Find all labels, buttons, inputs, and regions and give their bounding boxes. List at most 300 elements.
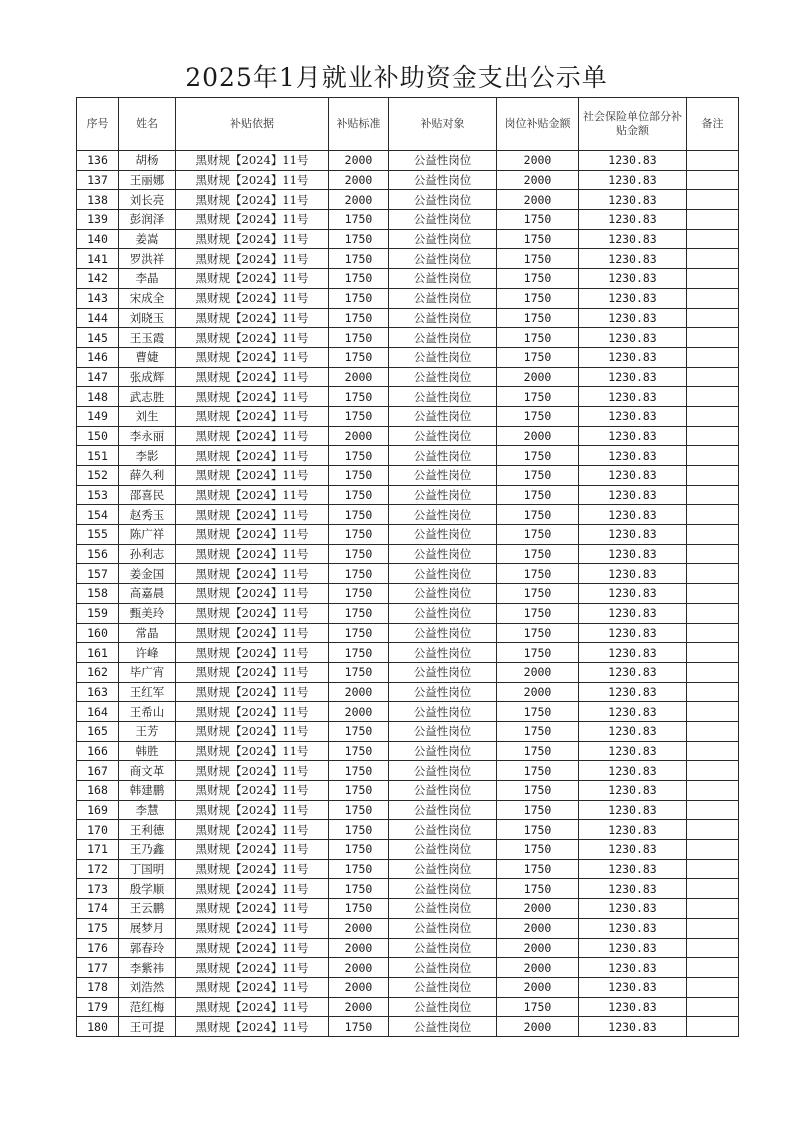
cell-serial-number: 155 <box>77 525 119 545</box>
cell-subsidy-target: 公益性岗位 <box>389 879 497 899</box>
cell-name: 王利德 <box>119 820 176 840</box>
cell-insurance-subsidy-amount: 1230.83 <box>579 485 687 505</box>
cell-name: 武志胜 <box>119 387 176 407</box>
cell-remarks <box>687 584 739 604</box>
cell-subsidy-standard: 1750 <box>329 210 389 230</box>
cell-post-subsidy-amount: 1750 <box>497 702 579 722</box>
cell-subsidy-basis: 黑财规【2024】11号 <box>176 958 329 978</box>
cell-subsidy-target: 公益性岗位 <box>389 446 497 466</box>
cell-remarks <box>687 741 739 761</box>
cell-subsidy-target: 公益性岗位 <box>389 190 497 210</box>
cell-serial-number: 138 <box>77 190 119 210</box>
cell-subsidy-basis: 黑财规【2024】11号 <box>176 367 329 387</box>
cell-remarks <box>687 505 739 525</box>
cell-subsidy-standard: 2000 <box>329 426 389 446</box>
cell-remarks <box>687 603 739 623</box>
cell-name: 王希山 <box>119 702 176 722</box>
cell-insurance-subsidy-amount: 1230.83 <box>579 210 687 230</box>
cell-remarks <box>687 702 739 722</box>
cell-insurance-subsidy-amount: 1230.83 <box>579 997 687 1017</box>
cell-post-subsidy-amount: 1750 <box>497 485 579 505</box>
table-row <box>77 249 739 269</box>
table-row <box>77 347 739 367</box>
cell-post-subsidy-amount: 2000 <box>497 1017 579 1037</box>
cell-post-subsidy-amount: 1750 <box>497 800 579 820</box>
cell-subsidy-target: 公益性岗位 <box>389 721 497 741</box>
cell-subsidy-target: 公益性岗位 <box>389 741 497 761</box>
document-title: 2025年1月就业补助资金支出公示单 <box>185 63 608 92</box>
cell-subsidy-standard: 1750 <box>329 800 389 820</box>
table-row <box>77 1017 739 1037</box>
cell-name: 王乃鑫 <box>119 840 176 860</box>
cell-insurance-subsidy-amount: 1230.83 <box>579 1017 687 1037</box>
cell-subsidy-standard: 2000 <box>329 702 389 722</box>
cell-insurance-subsidy-amount: 1230.83 <box>579 958 687 978</box>
table-row <box>77 190 739 210</box>
cell-insurance-subsidy-amount: 1230.83 <box>579 800 687 820</box>
cell-subsidy-standard: 1750 <box>329 721 389 741</box>
cell-post-subsidy-amount: 1750 <box>497 820 579 840</box>
cell-subsidy-standard: 1750 <box>329 466 389 486</box>
cell-remarks <box>687 662 739 682</box>
cell-remarks <box>687 190 739 210</box>
cell-subsidy-basis: 黑财规【2024】11号 <box>176 387 329 407</box>
cell-serial-number: 180 <box>77 1017 119 1037</box>
cell-subsidy-standard: 1750 <box>329 840 389 860</box>
cell-serial-number: 145 <box>77 328 119 348</box>
cell-name: 姜金国 <box>119 564 176 584</box>
cell-serial-number: 165 <box>77 721 119 741</box>
cell-post-subsidy-amount: 2000 <box>497 367 579 387</box>
cell-subsidy-standard: 1750 <box>329 603 389 623</box>
cell-subsidy-standard: 1750 <box>329 387 389 407</box>
cell-insurance-subsidy-amount: 1230.83 <box>579 682 687 702</box>
cell-serial-number: 174 <box>77 899 119 919</box>
cell-serial-number: 162 <box>77 662 119 682</box>
cell-subsidy-target: 公益性岗位 <box>389 269 497 289</box>
table-row <box>77 210 739 230</box>
cell-serial-number: 136 <box>77 151 119 171</box>
cell-subsidy-basis: 黑财规【2024】11号 <box>176 662 329 682</box>
cell-name: 赵秀玉 <box>119 505 176 525</box>
cell-post-subsidy-amount: 1750 <box>497 210 579 230</box>
cell-name: 罗洪祥 <box>119 249 176 269</box>
table-row <box>77 721 739 741</box>
cell-subsidy-basis: 黑财规【2024】11号 <box>176 643 329 663</box>
table-row <box>77 682 739 702</box>
cell-subsidy-target: 公益性岗位 <box>389 662 497 682</box>
cell-remarks <box>687 938 739 958</box>
cell-serial-number: 150 <box>77 426 119 446</box>
cell-remarks <box>687 387 739 407</box>
cell-insurance-subsidy-amount: 1230.83 <box>579 406 687 426</box>
cell-subsidy-basis: 黑财规【2024】11号 <box>176 800 329 820</box>
cell-subsidy-standard: 1750 <box>329 525 389 545</box>
cell-post-subsidy-amount: 1750 <box>497 466 579 486</box>
cell-subsidy-standard: 1750 <box>329 406 389 426</box>
cell-serial-number: 166 <box>77 741 119 761</box>
cell-subsidy-target: 公益性岗位 <box>389 820 497 840</box>
cell-subsidy-basis: 黑财规【2024】11号 <box>176 820 329 840</box>
cell-subsidy-standard: 1750 <box>329 269 389 289</box>
cell-post-subsidy-amount: 1750 <box>497 761 579 781</box>
cell-serial-number: 168 <box>77 781 119 801</box>
cell-serial-number: 139 <box>77 210 119 230</box>
cell-subsidy-standard: 1750 <box>329 1017 389 1037</box>
cell-subsidy-basis: 黑财规【2024】11号 <box>176 682 329 702</box>
cell-remarks <box>687 623 739 643</box>
cell-insurance-subsidy-amount: 1230.83 <box>579 151 687 171</box>
cell-serial-number: 169 <box>77 800 119 820</box>
cell-subsidy-standard: 2000 <box>329 997 389 1017</box>
cell-post-subsidy-amount: 1750 <box>497 387 579 407</box>
table-row <box>77 328 739 348</box>
cell-subsidy-standard: 1750 <box>329 820 389 840</box>
cell-insurance-subsidy-amount: 1230.83 <box>579 977 687 997</box>
cell-post-subsidy-amount: 1750 <box>497 308 579 328</box>
cell-insurance-subsidy-amount: 1230.83 <box>579 584 687 604</box>
cell-post-subsidy-amount: 1750 <box>497 603 579 623</box>
cell-name: 毕广宵 <box>119 662 176 682</box>
cell-subsidy-basis: 黑财规【2024】11号 <box>176 584 329 604</box>
cell-subsidy-standard: 1750 <box>329 229 389 249</box>
cell-subsidy-standard: 1750 <box>329 781 389 801</box>
cell-subsidy-standard: 1750 <box>329 879 389 899</box>
cell-subsidy-basis: 黑财规【2024】11号 <box>176 190 329 210</box>
cell-post-subsidy-amount: 2000 <box>497 918 579 938</box>
table-row <box>77 387 739 407</box>
cell-subsidy-target: 公益性岗位 <box>389 466 497 486</box>
cell-post-subsidy-amount: 2000 <box>497 170 579 190</box>
cell-name: 王红军 <box>119 682 176 702</box>
cell-remarks <box>687 721 739 741</box>
table-row <box>77 564 739 584</box>
cell-subsidy-target: 公益性岗位 <box>389 603 497 623</box>
table-row <box>77 406 739 426</box>
cell-subsidy-standard: 1750 <box>329 899 389 919</box>
cell-serial-number: 164 <box>77 702 119 722</box>
cell-subsidy-basis: 黑财规【2024】11号 <box>176 485 329 505</box>
table-row <box>77 859 739 879</box>
cell-remarks <box>687 347 739 367</box>
cell-subsidy-basis: 黑财规【2024】11号 <box>176 899 329 919</box>
cell-remarks <box>687 485 739 505</box>
cell-subsidy-target: 公益性岗位 <box>389 702 497 722</box>
header-row <box>77 98 739 151</box>
cell-remarks <box>687 682 739 702</box>
header-serial-number: 序号 <box>77 98 119 151</box>
cell-insurance-subsidy-amount: 1230.83 <box>579 308 687 328</box>
cell-post-subsidy-amount: 2000 <box>497 190 579 210</box>
table-row <box>77 466 739 486</box>
cell-subsidy-basis: 黑财规【2024】11号 <box>176 347 329 367</box>
cell-subsidy-target: 公益性岗位 <box>389 406 497 426</box>
cell-post-subsidy-amount: 2000 <box>497 938 579 958</box>
cell-post-subsidy-amount: 2000 <box>497 977 579 997</box>
cell-subsidy-standard: 2000 <box>329 918 389 938</box>
cell-serial-number: 153 <box>77 485 119 505</box>
cell-subsidy-basis: 黑财规【2024】11号 <box>176 249 329 269</box>
cell-insurance-subsidy-amount: 1230.83 <box>579 603 687 623</box>
cell-serial-number: 175 <box>77 918 119 938</box>
cell-remarks <box>687 918 739 938</box>
cell-subsidy-target: 公益性岗位 <box>389 525 497 545</box>
table-row <box>77 761 739 781</box>
header-subsidy-standard: 补贴标准 <box>329 98 389 151</box>
cell-subsidy-standard: 1750 <box>329 662 389 682</box>
table-row <box>77 820 739 840</box>
cell-subsidy-basis: 黑财规【2024】11号 <box>176 269 329 289</box>
cell-insurance-subsidy-amount: 1230.83 <box>579 564 687 584</box>
cell-remarks <box>687 328 739 348</box>
header-remarks: 备注 <box>687 98 739 151</box>
cell-subsidy-standard: 2000 <box>329 190 389 210</box>
cell-post-subsidy-amount: 1750 <box>497 269 579 289</box>
cell-subsidy-basis: 黑财规【2024】11号 <box>176 859 329 879</box>
cell-subsidy-basis: 黑财规【2024】11号 <box>176 170 329 190</box>
cell-remarks <box>687 544 739 564</box>
cell-name: 韩胜 <box>119 741 176 761</box>
cell-remarks <box>687 840 739 860</box>
cell-insurance-subsidy-amount: 1230.83 <box>579 899 687 919</box>
cell-remarks <box>687 308 739 328</box>
cell-serial-number: 171 <box>77 840 119 860</box>
cell-subsidy-basis: 黑财规【2024】11号 <box>176 741 329 761</box>
cell-subsidy-standard: 1750 <box>329 288 389 308</box>
cell-name: 商文革 <box>119 761 176 781</box>
cell-name: 陈广祥 <box>119 525 176 545</box>
cell-subsidy-target: 公益性岗位 <box>389 623 497 643</box>
cell-subsidy-target: 公益性岗位 <box>389 1017 497 1037</box>
cell-subsidy-target: 公益性岗位 <box>389 288 497 308</box>
cell-name: 刘浩然 <box>119 977 176 997</box>
cell-subsidy-standard: 1750 <box>329 741 389 761</box>
cell-remarks <box>687 1017 739 1037</box>
cell-subsidy-target: 公益性岗位 <box>389 387 497 407</box>
cell-name: 展梦月 <box>119 918 176 938</box>
cell-subsidy-basis: 黑财规【2024】11号 <box>176 544 329 564</box>
cell-subsidy-standard: 1750 <box>329 564 389 584</box>
cell-remarks <box>687 170 739 190</box>
cell-subsidy-basis: 黑财规【2024】11号 <box>176 997 329 1017</box>
table-row <box>77 426 739 446</box>
cell-subsidy-basis: 黑财规【2024】11号 <box>176 505 329 525</box>
cell-subsidy-standard: 2000 <box>329 958 389 978</box>
cell-insurance-subsidy-amount: 1230.83 <box>579 781 687 801</box>
cell-name: 李影 <box>119 446 176 466</box>
subsidy-table <box>76 97 739 1037</box>
cell-post-subsidy-amount: 1750 <box>497 643 579 663</box>
cell-subsidy-standard: 1750 <box>329 249 389 269</box>
cell-name: 甄美玲 <box>119 603 176 623</box>
cell-post-subsidy-amount: 1750 <box>497 879 579 899</box>
cell-subsidy-standard: 2000 <box>329 367 389 387</box>
cell-post-subsidy-amount: 1750 <box>497 623 579 643</box>
cell-insurance-subsidy-amount: 1230.83 <box>579 721 687 741</box>
cell-subsidy-target: 公益性岗位 <box>389 210 497 230</box>
cell-subsidy-target: 公益性岗位 <box>389 229 497 249</box>
cell-serial-number: 173 <box>77 879 119 899</box>
cell-post-subsidy-amount: 2000 <box>497 662 579 682</box>
cell-name: 常晶 <box>119 623 176 643</box>
cell-insurance-subsidy-amount: 1230.83 <box>579 741 687 761</box>
cell-post-subsidy-amount: 1750 <box>497 347 579 367</box>
cell-post-subsidy-amount: 1750 <box>497 288 579 308</box>
cell-insurance-subsidy-amount: 1230.83 <box>579 820 687 840</box>
cell-insurance-subsidy-amount: 1230.83 <box>579 190 687 210</box>
cell-name: 宋成全 <box>119 288 176 308</box>
cell-subsidy-basis: 黑财规【2024】11号 <box>176 938 329 958</box>
cell-name: 刘生 <box>119 406 176 426</box>
cell-subsidy-target: 公益性岗位 <box>389 997 497 1017</box>
table-row <box>77 544 739 564</box>
cell-subsidy-basis: 黑财规【2024】11号 <box>176 151 329 171</box>
cell-remarks <box>687 899 739 919</box>
cell-subsidy-standard: 1750 <box>329 328 389 348</box>
cell-remarks <box>687 781 739 801</box>
cell-subsidy-standard: 1750 <box>329 859 389 879</box>
cell-serial-number: 137 <box>77 170 119 190</box>
cell-serial-number: 158 <box>77 584 119 604</box>
cell-remarks <box>687 761 739 781</box>
cell-subsidy-target: 公益性岗位 <box>389 800 497 820</box>
cell-post-subsidy-amount: 1750 <box>497 328 579 348</box>
cell-name: 许峰 <box>119 643 176 663</box>
table-row <box>77 781 739 801</box>
cell-subsidy-basis: 黑财规【2024】11号 <box>176 702 329 722</box>
header-post-subsidy-amount: 岗位补贴金额 <box>497 98 579 151</box>
cell-name: 曹婕 <box>119 347 176 367</box>
cell-name: 王云鹏 <box>119 899 176 919</box>
cell-subsidy-basis: 黑财规【2024】11号 <box>176 426 329 446</box>
cell-name: 韩建鹏 <box>119 781 176 801</box>
header-subsidy-target: 补贴对象 <box>389 98 497 151</box>
cell-subsidy-target: 公益性岗位 <box>389 584 497 604</box>
cell-subsidy-basis: 黑财规【2024】11号 <box>176 879 329 899</box>
cell-subsidy-target: 公益性岗位 <box>389 840 497 860</box>
cell-subsidy-standard: 1750 <box>329 544 389 564</box>
cell-post-subsidy-amount: 1750 <box>497 525 579 545</box>
cell-serial-number: 157 <box>77 564 119 584</box>
cell-name: 邵喜民 <box>119 485 176 505</box>
cell-name: 王可提 <box>119 1017 176 1037</box>
cell-name: 刘晓玉 <box>119 308 176 328</box>
cell-subsidy-standard: 2000 <box>329 682 389 702</box>
cell-remarks <box>687 367 739 387</box>
cell-name: 彭润泽 <box>119 210 176 230</box>
cell-subsidy-target: 公益性岗位 <box>389 781 497 801</box>
table-row <box>77 879 739 899</box>
cell-name: 高嘉晨 <box>119 584 176 604</box>
cell-name: 王丽娜 <box>119 170 176 190</box>
cell-remarks <box>687 406 739 426</box>
cell-subsidy-basis: 黑财规【2024】11号 <box>176 288 329 308</box>
cell-remarks <box>687 151 739 171</box>
cell-serial-number: 156 <box>77 544 119 564</box>
cell-subsidy-target: 公益性岗位 <box>389 564 497 584</box>
cell-subsidy-standard: 2000 <box>329 151 389 171</box>
cell-subsidy-standard: 1750 <box>329 761 389 781</box>
cell-serial-number: 178 <box>77 977 119 997</box>
cell-insurance-subsidy-amount: 1230.83 <box>579 328 687 348</box>
cell-subsidy-target: 公益性岗位 <box>389 308 497 328</box>
cell-insurance-subsidy-amount: 1230.83 <box>579 367 687 387</box>
cell-serial-number: 167 <box>77 761 119 781</box>
cell-post-subsidy-amount: 1750 <box>497 229 579 249</box>
cell-subsidy-standard: 1750 <box>329 485 389 505</box>
cell-subsidy-standard: 2000 <box>329 938 389 958</box>
cell-insurance-subsidy-amount: 1230.83 <box>579 623 687 643</box>
cell-insurance-subsidy-amount: 1230.83 <box>579 446 687 466</box>
cell-subsidy-basis: 黑财规【2024】11号 <box>176 210 329 230</box>
cell-subsidy-target: 公益性岗位 <box>389 643 497 663</box>
table-row <box>77 977 739 997</box>
table-row <box>77 367 739 387</box>
cell-subsidy-basis: 黑财规【2024】11号 <box>176 406 329 426</box>
cell-remarks <box>687 859 739 879</box>
cell-subsidy-basis: 黑财规【2024】11号 <box>176 918 329 938</box>
table-row <box>77 623 739 643</box>
cell-insurance-subsidy-amount: 1230.83 <box>579 170 687 190</box>
cell-name: 范红梅 <box>119 997 176 1017</box>
cell-subsidy-basis: 黑财规【2024】11号 <box>176 977 329 997</box>
cell-subsidy-target: 公益性岗位 <box>389 859 497 879</box>
cell-name: 薛久利 <box>119 466 176 486</box>
cell-insurance-subsidy-amount: 1230.83 <box>579 505 687 525</box>
cell-post-subsidy-amount: 1750 <box>497 446 579 466</box>
cell-serial-number: 147 <box>77 367 119 387</box>
table-row <box>77 485 739 505</box>
cell-subsidy-target: 公益性岗位 <box>389 505 497 525</box>
table-row <box>77 446 739 466</box>
cell-subsidy-target: 公益性岗位 <box>389 485 497 505</box>
cell-serial-number: 163 <box>77 682 119 702</box>
cell-serial-number: 159 <box>77 603 119 623</box>
cell-remarks <box>687 229 739 249</box>
cell-insurance-subsidy-amount: 1230.83 <box>579 662 687 682</box>
table-row <box>77 505 739 525</box>
cell-post-subsidy-amount: 1750 <box>497 505 579 525</box>
cell-post-subsidy-amount: 1750 <box>497 584 579 604</box>
cell-serial-number: 141 <box>77 249 119 269</box>
cell-subsidy-target: 公益性岗位 <box>389 426 497 446</box>
table-row <box>77 525 739 545</box>
cell-serial-number: 149 <box>77 406 119 426</box>
cell-subsidy-basis: 黑财规【2024】11号 <box>176 781 329 801</box>
table-row <box>77 603 739 623</box>
table-body <box>77 151 739 1037</box>
cell-remarks <box>687 958 739 978</box>
cell-subsidy-standard: 1750 <box>329 308 389 328</box>
cell-name: 孙利志 <box>119 544 176 564</box>
cell-insurance-subsidy-amount: 1230.83 <box>579 643 687 663</box>
table-row <box>77 997 739 1017</box>
cell-name: 李永丽 <box>119 426 176 446</box>
cell-insurance-subsidy-amount: 1230.83 <box>579 702 687 722</box>
cell-serial-number: 151 <box>77 446 119 466</box>
cell-serial-number: 143 <box>77 288 119 308</box>
cell-subsidy-target: 公益性岗位 <box>389 328 497 348</box>
table-row <box>77 918 739 938</box>
cell-subsidy-target: 公益性岗位 <box>389 249 497 269</box>
cell-serial-number: 160 <box>77 623 119 643</box>
cell-subsidy-standard: 1750 <box>329 623 389 643</box>
cell-subsidy-target: 公益性岗位 <box>389 682 497 702</box>
cell-post-subsidy-amount: 1750 <box>497 564 579 584</box>
table-row <box>77 643 739 663</box>
cell-serial-number: 144 <box>77 308 119 328</box>
cell-insurance-subsidy-amount: 1230.83 <box>579 426 687 446</box>
